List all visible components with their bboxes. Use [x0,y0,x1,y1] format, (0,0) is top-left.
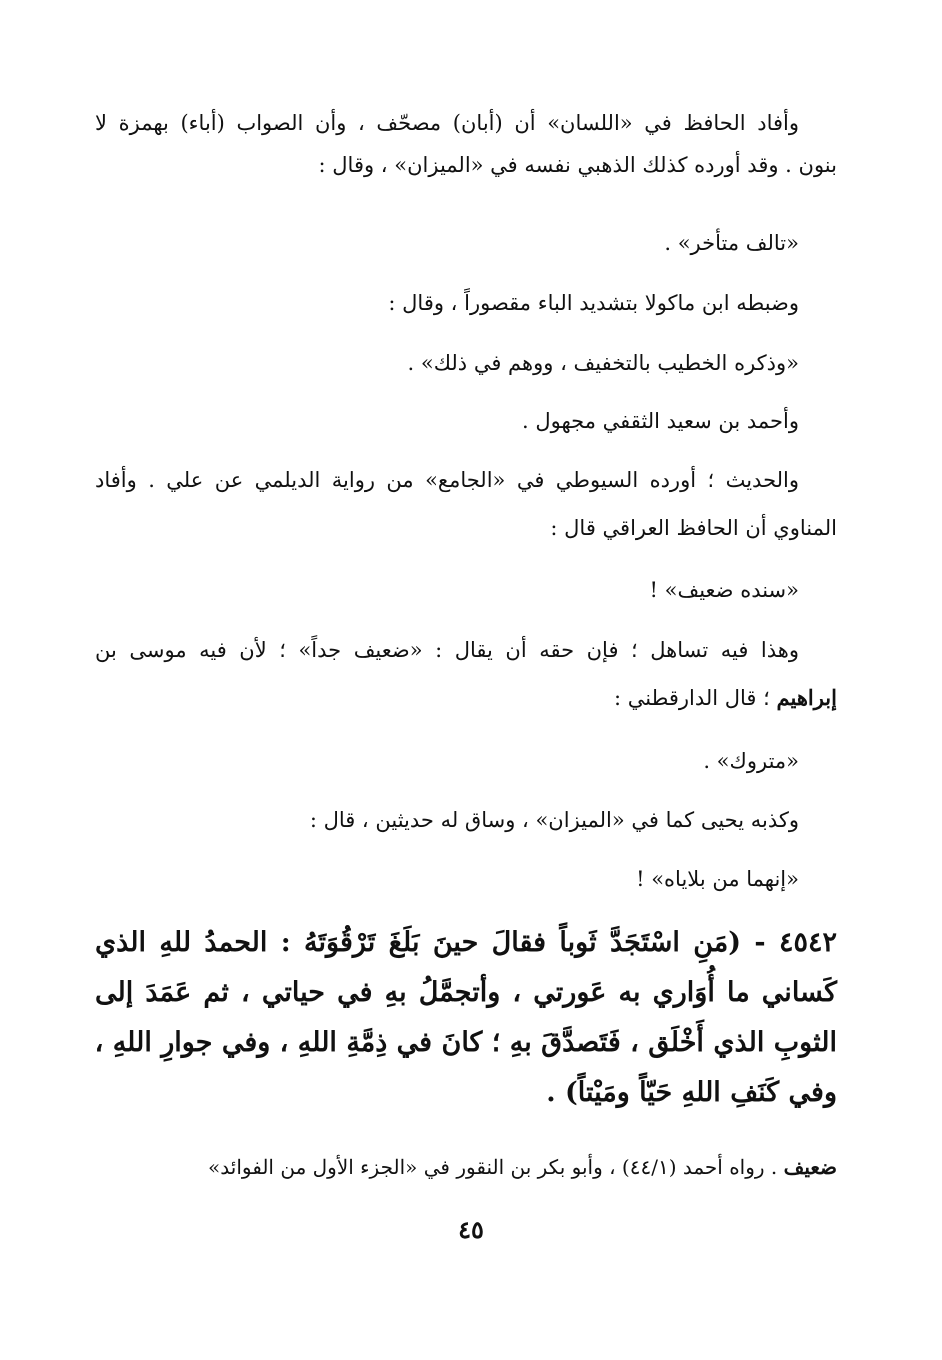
paragraph-line-14: «إنهما من بلاياه» ! [636,867,799,891]
grading-text: . رواه أحمد (٤٤/١) ، وأبو بكر بن النقور في «الجزء الأول من الفوائد» [208,1155,784,1179]
paragraph-line-10: وهذا فيه تساهل ؛ فإن حقه أن يقال : «ضعيف جداً» ؛ لأن فيه موسى بن [95,638,799,662]
bold-name: إبراهيم [776,685,837,710]
paragraph-line-6: وأحمد بن سعيد الثقفي مجهول . [522,409,799,433]
paragraph-line-13: وكذبه يحيى كما في «الميزان» ، وساق له حديثين ، قال : [309,808,799,832]
paragraph-line-5: «وذكره الخطيب بالتخفيف ، ووهم في ذلك» . [407,351,799,375]
hadith-line-1: ٤٥٤٢ - (مَنِ اسْتَجَدَّ ثَوباً فقالَ حينَ بَلَغَ تَرْقُوَتَهُ : الحمدُ للهِ الذي [95,927,837,958]
paragraph-line-2: بنون . وقد أورده كذلك الذهبي نفسه في «الميزان» ، وقال : [318,153,837,177]
hadith-line-2: كَساني ما أُوَاري به عَورتي ، وأتجمَّلُ بهِ في حياتي ، ثم عَمَدَ إلى [95,977,837,1008]
paragraph-line-9: «سنده ضعيف» ! [649,578,799,602]
grading-label: ضعيف [783,1155,837,1179]
paragraph-line-4: وضبطه ابن ماكولا بتشديد الباء مقصوراً ، وقال : [388,291,799,315]
hadith-line-4: وفي كَنَفِ اللهِ حَيّاً ومَيْتاً) . [546,1077,837,1108]
paragraph-line-11-rest: ؛ قال الدارقطني : [614,686,777,710]
hadith-line-3: الثوبِ الذي أَخْلَق ، فَتَصدَّقَ بهِ ؛ كانَ في ذِمَّةِ اللهِ ، وفي جوارِ اللهِ ، [94,1027,837,1058]
paragraph-line-12: «متروك» . [703,749,799,773]
paragraph-line-1: وأفاد الحافظ في «اللسان» أن (أبان) مصحّف ، وأن الصواب (أباء) بهمزة لا [95,111,799,135]
grading-line [95,1152,837,1182]
page-number: ٤٥ [458,1215,484,1244]
paragraph-line-7: والحديث ؛ أورده السيوطي في «الجامع» من رواية الديلمي عن علي . وأفاد [95,468,799,492]
paragraph-line-8: المناوي أن الحافظ العراقي قال : [550,516,837,540]
paragraph-line-11 [95,683,837,713]
paragraph-line-3: «تالف متأخر» . [664,231,799,255]
